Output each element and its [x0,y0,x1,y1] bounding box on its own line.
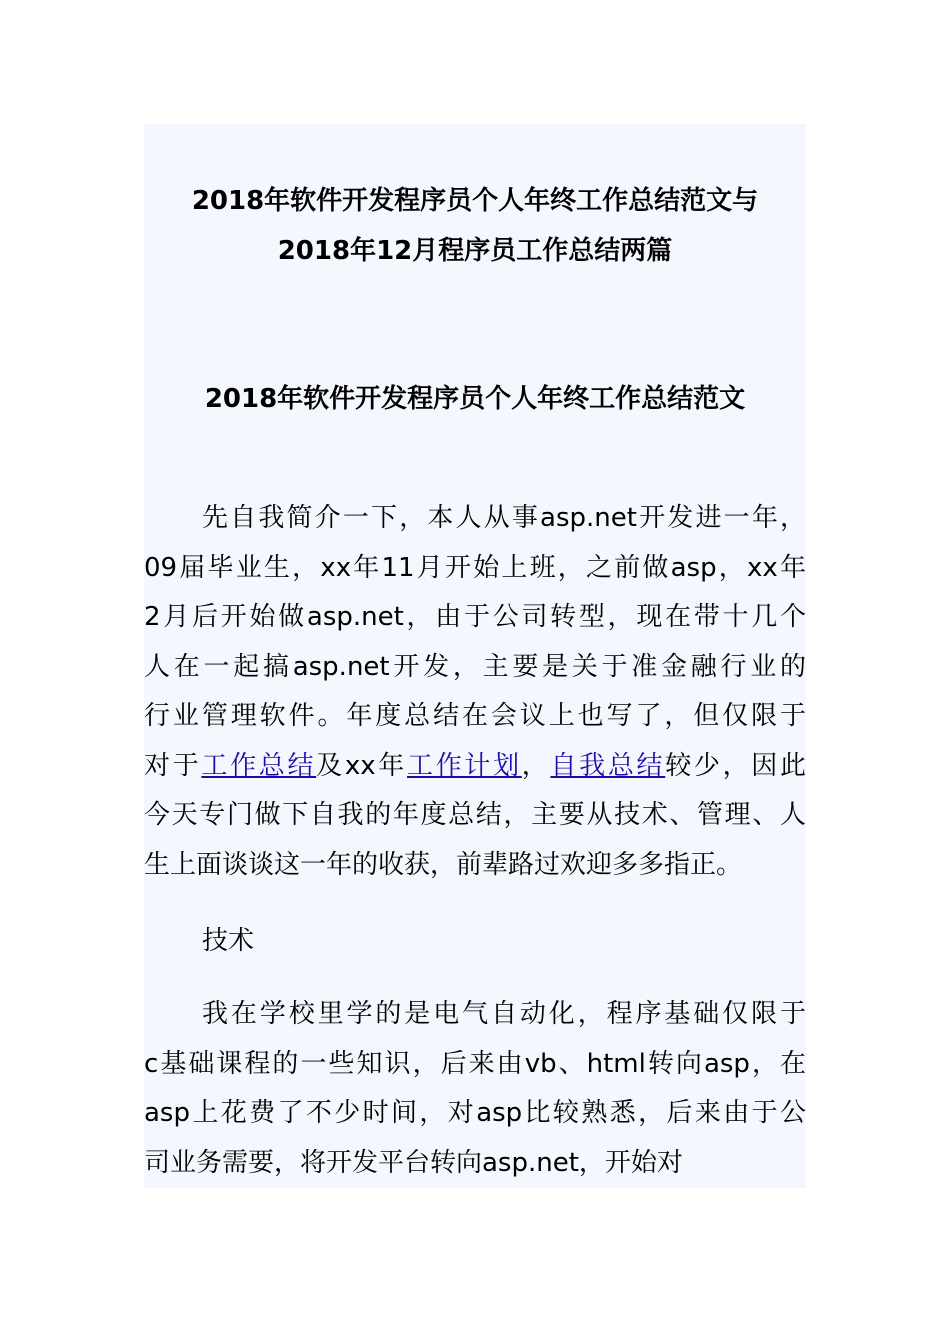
paragraph-line: 09届毕业生，xx年11月开始上班，之前做asp，xx年 [144,552,806,583]
link-line-mid-2: ， [521,750,551,781]
paragraph-line-with-links [144,742,806,792]
self-summary-link[interactable]: 自我总结 [550,750,666,781]
paragraph-line: 人在一起搞asp.net开发，主要是关于准金融行业的 [144,651,806,682]
link-line-prefix: 对于 [144,750,202,781]
document-title-line-1: 2018年软件开发程序员个人年终工作总结范文与 [191,186,759,216]
paragraph-line: 2月后开始做asp.net，由于公司转型，现在带十几个 [144,602,806,632]
tech-heading-text: 技术 [202,926,255,956]
work-summary-link[interactable]: 工作总结 [201,750,317,781]
link-line-mid-1: 及xx年 [316,750,407,781]
paragraph-line: 今天专门做下自我的年度总结，主要从技术、管理、人 [144,800,806,830]
paragraph-line: 先自我简介一下，本人从事asp.net开发进一年， [202,503,806,533]
tech-paragraph [144,990,806,1188]
paragraph-line: 行业管理软件。年度总结在会议上也写了，但仅限于 [144,701,806,731]
intro-paragraph [144,494,806,890]
tech-heading [144,917,806,967]
paragraph-line: 司业务需要，将开发平台转向asp.net，开始对 [144,1147,683,1178]
paragraph-line: asp上花费了不少时间，对asp比较熟悉，后来由于公 [144,1098,806,1128]
paragraph-line: 生上面谈谈这一年的收获，前辈路过欢迎多多指正。 [144,849,743,880]
section-heading: 2018年软件开发程序员个人年终工作总结范文 [204,384,746,414]
document-title-line-2: 2018年12月程序员工作总结两篇 [277,236,673,266]
link-line-suffix: 较少，因此 [665,750,806,781]
paragraph-line: 我在学校里学的是电气自动化，程序基础仅限于 [202,999,806,1029]
document-page [144,124,806,1188]
paragraph-line: c基础课程的一些知识，后来由vb、html转向asp，在 [144,1048,806,1079]
work-plan-link[interactable]: 工作计划 [407,750,522,781]
document-title [144,176,806,276]
